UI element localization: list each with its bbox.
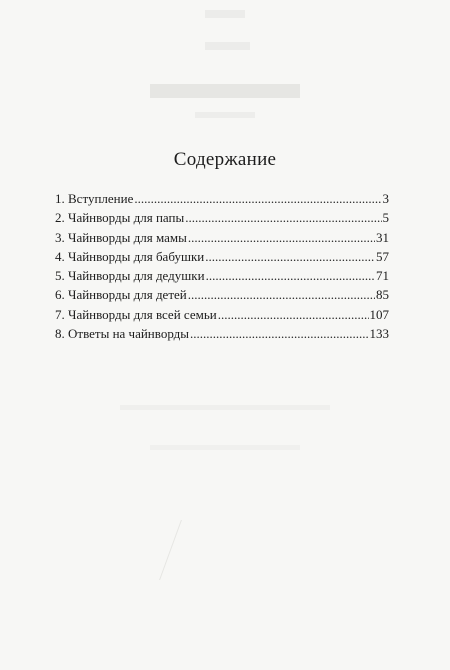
toc-entry-page: 71 xyxy=(376,268,389,284)
toc-dot-leader xyxy=(218,305,369,324)
toc-entry-label: 3. Чайнворды для мамы xyxy=(55,229,187,245)
toc-entry xyxy=(55,189,389,208)
toc-entry xyxy=(55,208,389,227)
table-of-contents xyxy=(55,189,389,343)
bleed-through-mark xyxy=(195,112,255,118)
toc-entry-label: 7. Чайнворды для всей семьи xyxy=(55,306,217,322)
toc-entry-page: 5 xyxy=(382,210,389,226)
toc-dot-leader xyxy=(188,285,375,304)
bleed-through-mark xyxy=(150,84,300,98)
toc-entry xyxy=(55,247,389,266)
page-title: Содержание xyxy=(173,149,277,170)
bleed-through-mark xyxy=(159,520,272,580)
toc-dot-leader xyxy=(185,208,381,227)
bleed-through-mark xyxy=(120,405,330,410)
toc-entry xyxy=(55,324,389,343)
toc-entry-page: 107 xyxy=(369,306,389,322)
toc-entry-label: 6. Чайнворды для детей xyxy=(55,287,187,303)
toc-entry xyxy=(55,266,389,285)
toc-entry xyxy=(55,228,389,247)
bleed-through-mark xyxy=(150,445,300,450)
bleed-through-mark xyxy=(205,10,245,18)
toc-entry-label: 4. Чайнворды для бабушки xyxy=(55,248,205,264)
toc-entry xyxy=(55,305,389,324)
toc-dot-leader xyxy=(188,228,375,247)
toc-entry-label: 5. Чайнворды для дедушки xyxy=(55,268,205,284)
bleed-through-mark xyxy=(205,42,250,50)
toc-entry-page: 3 xyxy=(382,191,389,206)
toc-entry-page: 85 xyxy=(376,287,389,303)
toc-dot-leader xyxy=(205,247,375,266)
toc-entry-label: 2. Чайнворды для папы xyxy=(55,210,185,226)
toc-dot-leader xyxy=(134,189,381,208)
toc-entry-page: 31 xyxy=(376,229,389,245)
toc-entry-label: 8. Ответы на чайнворды xyxy=(55,326,189,342)
toc-entry-page: 57 xyxy=(376,248,389,264)
toc-dot-leader xyxy=(206,266,375,285)
toc-entry-page: 133 xyxy=(369,326,389,342)
toc-entry-label: 1. Вступление xyxy=(55,191,134,206)
toc-entry xyxy=(55,285,389,304)
toc-dot-leader xyxy=(190,324,369,343)
